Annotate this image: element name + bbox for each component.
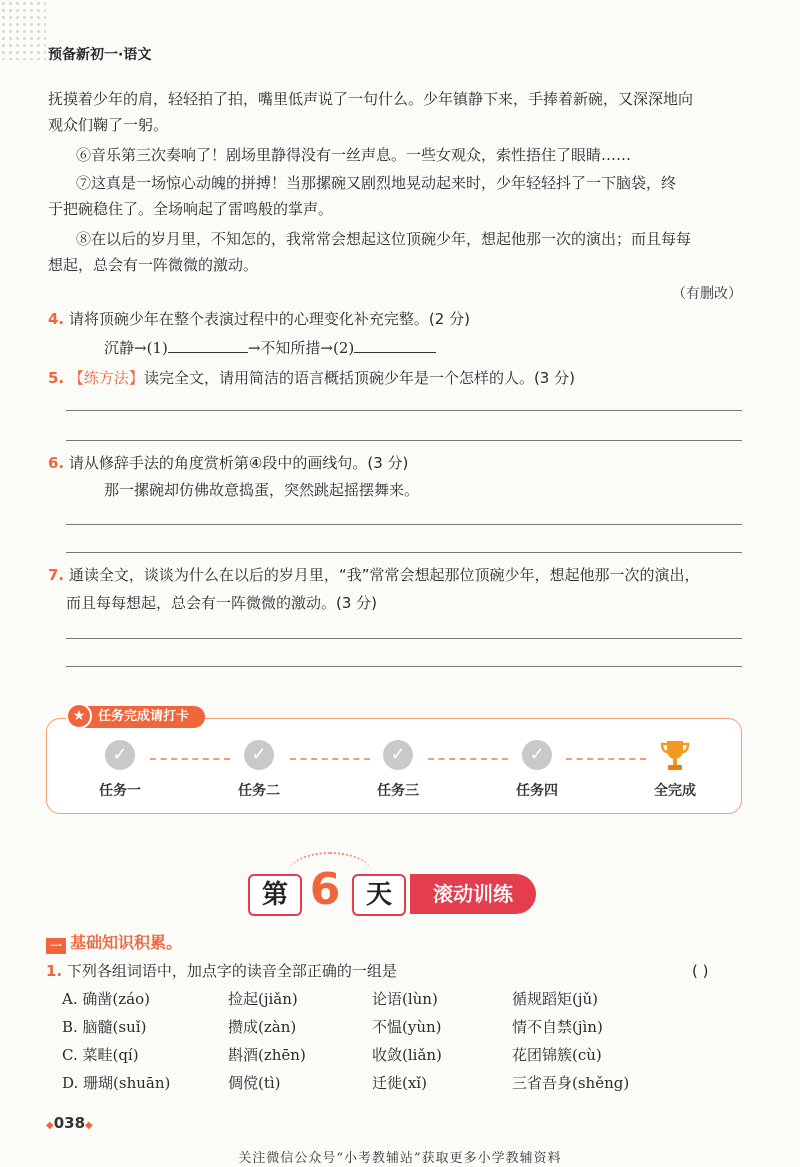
step-label: 任务二 (238, 783, 280, 799)
option-d-word-3: 迁徙(xǐ) (372, 1074, 427, 1092)
method-tag: 【练方法】 (68, 369, 144, 387)
answer-line[interactable] (66, 524, 742, 525)
option-c-word-4: 花团锦簇(cù) (512, 1046, 602, 1064)
question-number: 5. (48, 369, 65, 387)
answer-line[interactable] (66, 638, 742, 639)
day-number: 6 (309, 864, 341, 915)
answer-line[interactable] (66, 410, 742, 411)
option-a-word-1: A. 确凿(záo) (62, 990, 150, 1008)
task-step-2[interactable] (219, 740, 299, 800)
page-number-text: 038 (53, 1114, 86, 1132)
day-suffix: 天 (352, 874, 406, 916)
passage-line: 于把碗稳住了。全场响起了雷鸣般的掌声。 (48, 200, 334, 218)
footer-notice: 关注微信公众号“小考教辅站”获取更多小学教辅资料 (238, 1151, 562, 1166)
section-title: 基础知识积累。 (70, 933, 183, 952)
question-7-cont: 而且每每想起，总会有一阵微微的激动。(3 分) (66, 594, 378, 612)
answer-line[interactable] (66, 666, 742, 667)
question-number: 1. (46, 962, 63, 980)
answer-blank-1[interactable] (168, 336, 248, 353)
question-number: 6. (48, 454, 65, 472)
option-b-word-4: 情不自禁(jìn) (512, 1018, 603, 1036)
check-circle-icon: ✓ (522, 740, 552, 770)
check-circle-icon: ✓ (105, 740, 135, 770)
diamond-icon: ◆ (46, 1120, 54, 1131)
progress-dash (428, 758, 508, 760)
section-heading (46, 930, 182, 954)
progress-dash (150, 758, 230, 760)
check-circle-icon: ✓ (244, 740, 274, 770)
passage-line: 观众们鞠了一躬。 (48, 116, 169, 134)
step-label: 任务四 (516, 783, 558, 799)
passage-line: 抚摸着少年的肩，轻轻拍了拍，嘴里低声说了一句什么。少年镇静下来，手捧着新碗，又深深地向 (48, 90, 694, 108)
question-text: 通读全文，谈谈为什么在以后的岁月里，“我”常常会想起那位顶碗少年，想起他那一次的演出， (68, 566, 700, 584)
option-b-word-2: 攒成(zàn) (228, 1018, 297, 1036)
answer-bracket[interactable]: ( ) (692, 962, 709, 980)
step-label: 任务三 (377, 783, 419, 799)
option-a-word-2: 捡起(jiǎn) (228, 990, 298, 1008)
page-number (46, 1114, 93, 1132)
q4-flow (104, 336, 436, 358)
question-number: 4. (48, 310, 65, 328)
answer-line[interactable] (66, 552, 742, 553)
option-c-word-3: 收敛(liǎn) (372, 1046, 442, 1064)
diamond-icon: ◆ (85, 1120, 93, 1131)
question-text: 请将顶碗少年在整个表演过程中的心理变化补充完整。(2 分) (68, 310, 470, 328)
running-header: 预备新初一·语文 (48, 47, 152, 63)
task-card-title: 任务完成请打卡 (68, 706, 205, 728)
adapted-note: （有删改） (672, 286, 742, 302)
underlined-sentence: 那一摞碗却仿佛故意捣蛋，突然跳起摇摆舞来。 (104, 481, 420, 499)
passage-line: 想起，总会有一阵微微的激动。 (48, 256, 259, 274)
day-prefix: 第 (248, 874, 302, 916)
flow-start: 沉静→(1) (104, 339, 168, 357)
passage-paragraph-7: ⑦这真是一场惊心动魄的拼搏！当那摞碗又剧烈地晃动起来时，少年轻轻抖了一下脑袋，终 (76, 174, 677, 192)
option-a-word-4: 循规蹈矩(jǔ) (512, 990, 599, 1008)
task-step-3[interactable] (358, 740, 438, 800)
question-number: 7. (48, 566, 65, 584)
option-b-word-1: B. 脑髓(suǐ) (62, 1018, 147, 1036)
option-c-word-1: C. 菜畦(qí) (62, 1046, 139, 1064)
section-mark: 一 (46, 938, 66, 954)
option-c-word-2: 斟酒(zhēn) (228, 1046, 306, 1064)
question-text: 请从修辞手法的角度赏析第④段中的画线句。(3 分) (68, 454, 409, 472)
step-label: 全完成 (654, 783, 696, 799)
star-icon: ★ (66, 703, 92, 729)
task-step-1[interactable] (80, 740, 160, 800)
question-5 (48, 365, 753, 391)
task-step-complete[interactable] (635, 740, 715, 800)
question-7 (48, 562, 753, 588)
corner-dot-pattern (0, 0, 46, 60)
step-label: 任务一 (99, 783, 141, 799)
day-banner (248, 864, 538, 916)
answer-line[interactable] (66, 440, 742, 441)
option-a-word-3: 论语(lùn) (372, 990, 438, 1008)
progress-dash (566, 758, 646, 760)
question-6 (48, 450, 753, 476)
day-label: 滚动训练 (410, 874, 536, 914)
option-d-word-2: 倜傥(tì) (228, 1074, 281, 1092)
option-d-word-4: 三省吾身(shěng) (512, 1074, 630, 1092)
flow-middle: →不知所措→(2) (247, 339, 355, 357)
answer-blank-2[interactable] (354, 336, 436, 353)
check-circle-icon: ✓ (383, 740, 413, 770)
option-d-word-1: D. 珊瑚(shuān) (62, 1074, 171, 1092)
passage-paragraph-6: ⑥音乐第三次奏响了！剧场里静得没有一丝声息。一些女观众，索性捂住了眼睛…… (76, 146, 632, 164)
passage-paragraph-8: ⑧在以后的岁月里，不知怎的，我常常会想起这位顶碗少年，想起他那一次的演出；而且每每 (76, 230, 692, 248)
question-4 (48, 306, 753, 332)
trophy-icon (660, 738, 690, 772)
question-text: 读完全文，请用简洁的语言概括顶碗少年是一个怎样的人。(3 分) (143, 369, 575, 387)
option-b-word-3: 不愠(yùn) (372, 1018, 442, 1036)
task-step-4[interactable] (497, 740, 577, 800)
question-1 (46, 958, 751, 984)
question-text: 下列各组词语中，加点字的读音全部正确的一组是 (66, 962, 397, 980)
